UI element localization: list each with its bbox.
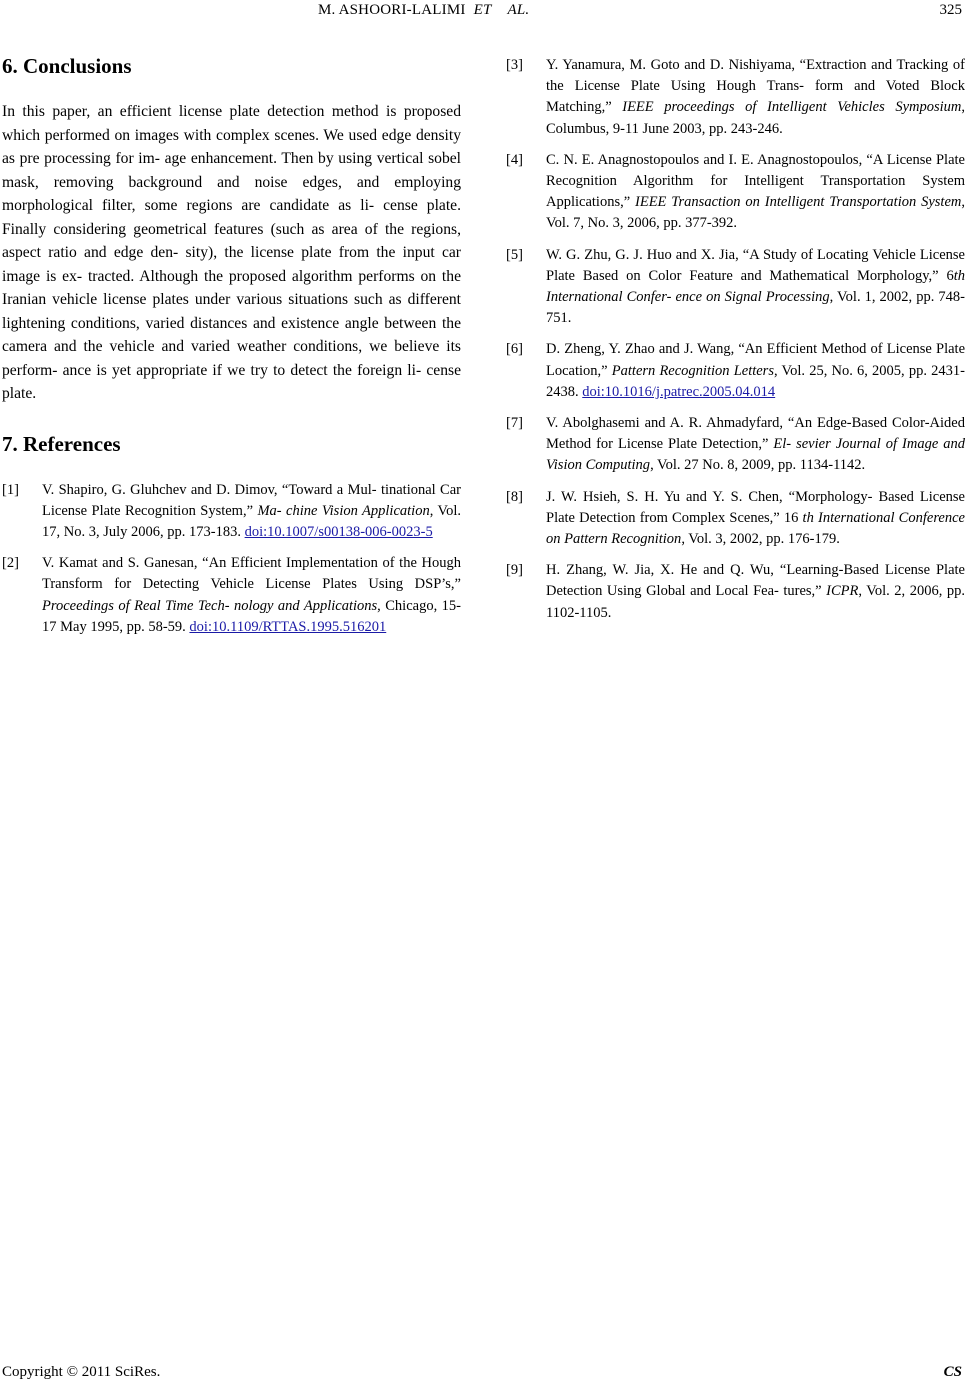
reference-details: , Vol. 2, 2006, pp. 1102-1105. <box>546 583 965 621</box>
running-header <box>0 2 968 22</box>
reference-number: [2] <box>2 555 19 572</box>
reference-text: W. G. Zhu, G. J. Huo and X. Jia, “A Study of Locating Vehicle License Plate Based on Color Feature and Mathematical Morphology,” 6 <box>546 246 965 284</box>
reference-details: , Vol. 7, No. 3, 2006, pp. 377-392. <box>546 194 965 232</box>
reference-number: [8] <box>506 488 523 505</box>
reference-item <box>506 560 965 624</box>
reference-doi-link[interactable]: doi:10.1016/j.patrec.2005.04.014 <box>582 383 776 400</box>
references-heading: 7. References <box>2 431 121 456</box>
reference-text: D. Zheng, Y. Zhao and J. Wang, “An Efficient Method of License Plate Location,” <box>546 341 965 379</box>
reference-item <box>506 487 965 551</box>
reference-text: V. Shapiro, G. Gluhchev and D. Dimov, “Toward a Mul- tinational Car License Plate Recognition System,” <box>42 481 461 519</box>
running-title <box>318 2 529 19</box>
reference-text: V. Abolghasemi and A. R. Ahmadyfard, “An Edge-Based Color-Aided Method for License Plate Detection,” <box>546 415 965 453</box>
reference-item <box>2 553 461 638</box>
reference-venue: th International Confer- ence on Signal Processing <box>546 267 965 306</box>
reference-details: , Vol. 25, No. 6, 2005, pp. 2431-2438. <box>546 362 965 400</box>
reference-list-left <box>2 480 461 638</box>
conclusions-heading: 6. Conclusions <box>2 54 132 78</box>
reference-item <box>2 480 461 544</box>
reference-item <box>506 55 965 140</box>
reference-details: , Vol. 3, 2002, pp. 176-179. <box>681 531 840 548</box>
reference-doi-link[interactable]: doi:10.1109/RTTAS.1995.516201 <box>189 618 387 635</box>
reference-details: , Vol. 17, No. 3, July 2006, pp. 173-183. <box>42 502 461 540</box>
reference-number: [1] <box>2 481 19 498</box>
running-author: M. ASHOORI-LALIMI <box>318 2 466 18</box>
reference-details: , Vol. 27 No. 8, 2009, pp. 1134-1142. <box>650 457 866 474</box>
page-footer <box>2 1364 962 1384</box>
reference-number: [9] <box>506 562 523 579</box>
reference-venue: th International Conference on Pattern Recognition <box>546 509 965 548</box>
reference-venue: ICPR <box>826 583 859 600</box>
copyright-notice: Copyright © 2011 SciRes. <box>2 1364 161 1380</box>
reference-venue: El- sevier Journal of Image and Vision Computing <box>546 436 965 474</box>
reference-text: J. W. Hsieh, S. H. Yu and Y. S. Chen, “Morphology- Based License Plate Detection from Complex Scenes,” 16 <box>546 488 965 526</box>
reference-number: [3] <box>506 57 523 73</box>
reference-text: V. Kamat and S. Ganesan, “An Efficient Implementation of the Hough Transform for Detecting Vehicle License Plates Using DSP’s,” <box>42 555 461 593</box>
reference-item <box>506 245 965 330</box>
reference-details: , Chicago, 15-17 May 1995, pp. 58-59. <box>42 597 461 635</box>
right-column <box>506 55 965 634</box>
running-al: AL. <box>507 2 530 18</box>
reference-item <box>506 413 965 477</box>
reference-text: C. N. E. Anagnostopoulos and I. E. Anagnostopoulos, “A License Plate Recognition Algorithm for Intelligent Transportation System Applications,” <box>546 151 965 211</box>
page-number: 325 <box>939 2 962 18</box>
reference-venue: Ma- chine Vision Application <box>257 502 430 519</box>
reference-venue: Proceedings of Real Time Tech- nology and Applications <box>42 597 378 614</box>
reference-venue: IEEE Transaction on Intelligent Transportation System <box>635 194 962 211</box>
reference-text: H. Zhang, W. Jia, X. He and Q. Wu, “Learning-Based License Plate Detection Using Global and Local Fea- tures,” <box>546 562 965 600</box>
running-et: ET <box>473 2 492 18</box>
reference-number: [7] <box>506 415 523 432</box>
journal-abbreviation: CS <box>943 1364 962 1380</box>
reference-doi-link[interactable]: doi:10.1007/s00138-006-0023-5 <box>244 523 433 540</box>
reference-list-right <box>506 55 965 624</box>
reference-number: [6] <box>506 341 523 358</box>
reference-item <box>506 339 965 403</box>
reference-text: Y. Yanamura, M. Goto and D. Nishiyama, “Extraction and Tracking of the License Plate Using Hough Trans- form and Voted Block Matching,” <box>546 57 965 116</box>
conclusions-paragraph: In this paper, an efficient license plate detection method is proposed which performed on images with complex scenes. We used edge density as pre processing for im- age enhancement. Then by using vertical sobel mask, removing background and noise edges, and employing morphological filter, some regions are candidate as li- cense plate. Finally considering geometrical features (such as area of the regions, aspect ratio and edge den- sity), the license plate from the input car image is ex- tracted. Although the proposed algorithm performs on the Iranian vehicle license plates under various situations such as different lightening conditions, varied distances and existence angle between the camera and the vehicle and varied weather conditions, we believe its perform- ance is yet appropriate if we try to detect the foreign li- cense plate. <box>2 103 461 402</box>
reference-details: , Columbus, 9-11 June 2003, pp. 243-246. <box>546 99 965 137</box>
reference-item <box>506 150 965 235</box>
left-column <box>2 52 461 648</box>
reference-number: [4] <box>506 151 523 168</box>
reference-venue: Pattern Recognition Letters <box>611 362 774 379</box>
reference-venue: IEEE proceedings of Intelligent Vehicles Symposium <box>622 99 962 116</box>
reference-details: , Vol. 1, 2002, pp. 748-751. <box>546 289 965 327</box>
reference-number: [5] <box>506 246 523 263</box>
